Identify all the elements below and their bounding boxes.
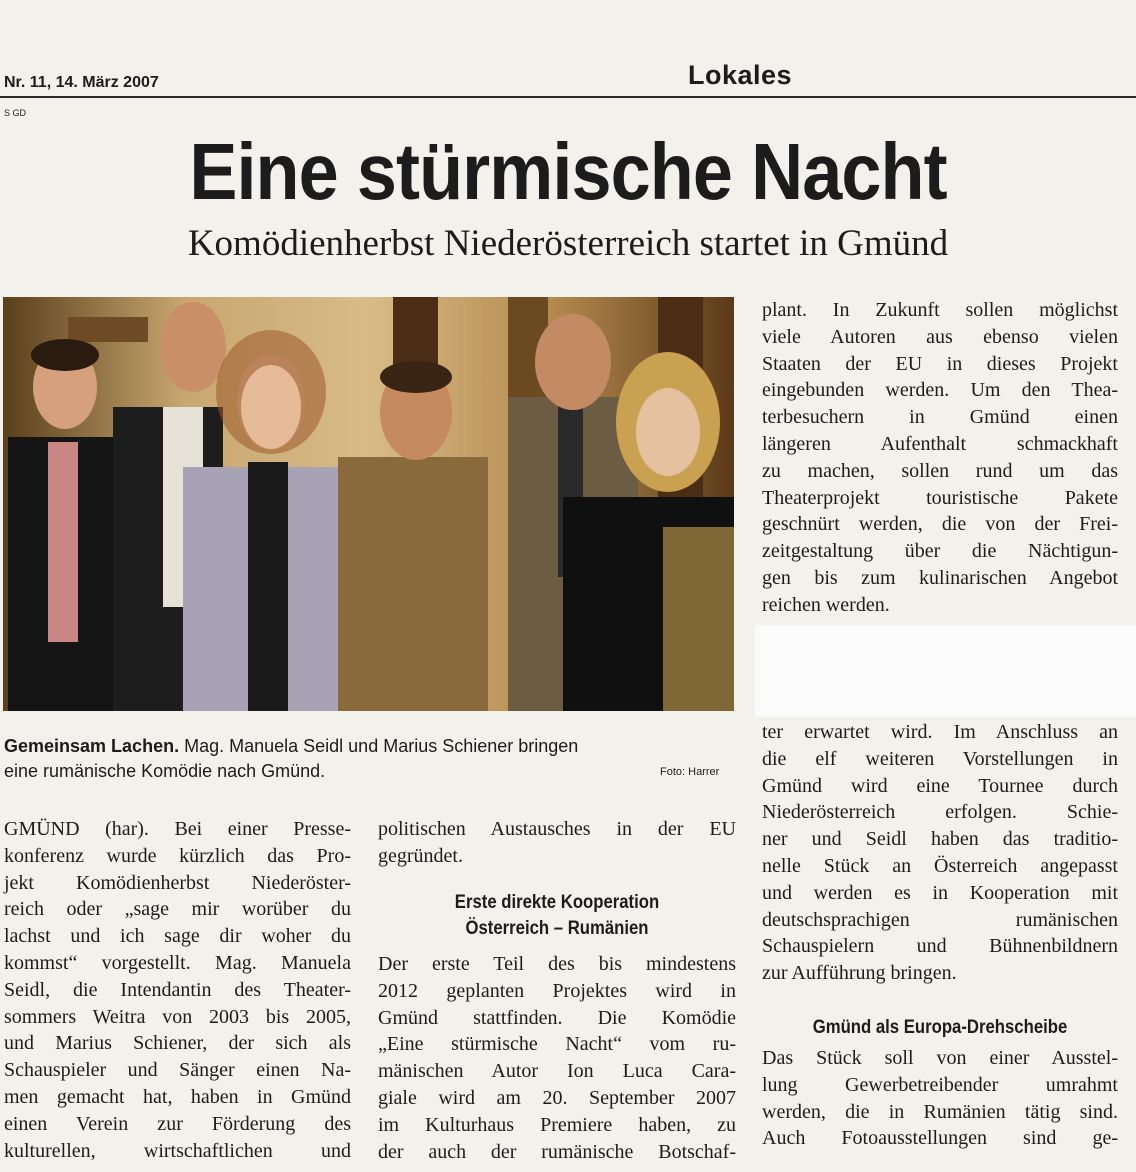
headline: Eine stürmische Nacht [189,127,947,216]
text-line: gen bis zum kulinarischen Angebot [762,566,1118,589]
text-line: Seidl, die Intendantin des Theater- [4,978,351,1001]
text-line: gegründet. [378,844,463,867]
text-line: „Eine stürmische Nacht“ vom ru- [378,1033,736,1056]
text-line: politischen Austausches in der EU [378,818,736,840]
text-line: Der erste Teil des bis mindestens [378,953,736,975]
text-line: Theaterprojekt touristische Pakete [762,486,1118,509]
text-line: werden, die in Rumänien tätig sind. [762,1100,1118,1123]
caption-lead: Gemeinsam Lachen. [4,736,180,756]
text-line: Staaten der EU in dieses Projekt [762,352,1118,375]
article-column-3-top [762,297,1118,619]
text-line: GMÜND (har). Bei einer Presse- [4,818,351,840]
group-photo-illustration [3,297,734,711]
text-line: ner und Seidl haben das traditio- [762,828,1118,851]
subheading-line: Erste direkte Kooperation [454,892,660,913]
text-line: 2012 geplanten Projektes wird in [378,979,736,1002]
text-line: terbesuchern in Gmünd einen [762,406,1118,429]
blank-area [755,625,1136,717]
text-line: mänischen Autor Ion Luca Cara- [378,1060,736,1083]
text-line: längeren Aufenthalt schmackhaft [762,432,1118,455]
text-line: Das Stück soll von einer Ausstel- [762,1047,1118,1069]
subheadline: Komödienherbst Niederösterreich startet in Gmünd [187,223,949,264]
text-line: einen Verein zur Förderung des [4,1112,351,1135]
text-line: men gemacht hat, haben in Gmünd [4,1085,351,1108]
text-line: deutschsprachigen rumänischen [762,908,1118,931]
text-line: die elf weiteren Vorstellungen in [762,747,1118,770]
issue-date: Nr. 11, 14. März 2007 [4,74,159,91]
text-line: ter erwartet wird. Im Anschluss an [762,721,1118,743]
subheading-line: Österreich – Rumänien [465,918,649,939]
article-column-1 [4,816,351,1164]
text-line: kommst“ vorgestellt. Mag. Manuela [4,951,351,974]
text-line: Auch Fotoausstellungen sind ge- [762,1127,1118,1150]
group-photo [3,297,734,711]
text-line: reichen werden. [762,593,890,616]
caption-text: Mag. Manuela Seidl und Marius Schiener bringen [179,736,579,756]
text-line: Gmünd wird eine Tournee durch [762,774,1118,797]
article-column-2 [378,816,736,870]
text-line: geschnürt werden, die von der Frei- [762,513,1118,536]
subheading-europe: Gmünd als Europa-Drehscheibe [812,1017,1068,1038]
text-line: zu machen, sollen rund um das [762,459,1118,482]
header-rule [0,96,1136,98]
text-line: Schauspielern und Bühnenbildnern [762,935,1118,958]
text-line: und werden es in Kooperation mit [762,881,1118,904]
text-line: eingebunden werden. Um den Thea- [762,379,1118,402]
text-line: und Marius Schiener, der sich als [4,1032,351,1055]
text-line: giale wird am 20. September 2007 [378,1086,736,1109]
photo-caption [4,734,734,784]
text-line: viele Autoren aus ebenso vielen [762,325,1118,348]
article-column-3-middle [762,719,1118,987]
article-column-3-bottom [762,1045,1118,1152]
text-line: jekt Komödienherbst Niederöster- [4,871,351,894]
text-line: plant. In Zukunft sollen möglichst [762,299,1118,321]
text-line: lung Gewerbetreibender umrahmt [762,1073,1118,1096]
text-line: kulturellen, wirtschaftlichen und [4,1139,351,1162]
text-line: der auch der rumänische Botschaf- [378,1140,736,1163]
article-column-2-bottom [378,951,736,1165]
text-line: Niederösterreich erfolgen. Schie- [762,801,1118,824]
text-line: Gmünd stattfinden. Die Komödie [378,1006,736,1029]
caption-text-2: eine rumänische Komödie nach Gmünd. [4,761,326,781]
subheading-cooperation [399,890,714,942]
page-code: S GD [4,108,27,118]
text-line: nelle Stück an Österreich angepasst [762,854,1118,877]
text-line: reich oder „sage mir worüber du [4,898,351,921]
text-line: zeitgestaltung über die Nächtigun- [762,540,1118,563]
text-line: lachst und ich sage dir woher du [4,925,351,948]
text-line: zur Aufführung bringen. [762,962,957,985]
text-line: im Kulturhaus Premiere haben, zu [378,1113,736,1136]
text-line: sommers Weitra von 2003 bis 2005, [4,1005,351,1028]
section-title: Lokales [688,60,793,90]
text-line: konferenz wurde kürzlich das Pro- [4,844,351,867]
text-line: Schauspieler und Sänger einen Na- [4,1059,351,1082]
photo-credit: Foto: Harrer [660,766,720,778]
